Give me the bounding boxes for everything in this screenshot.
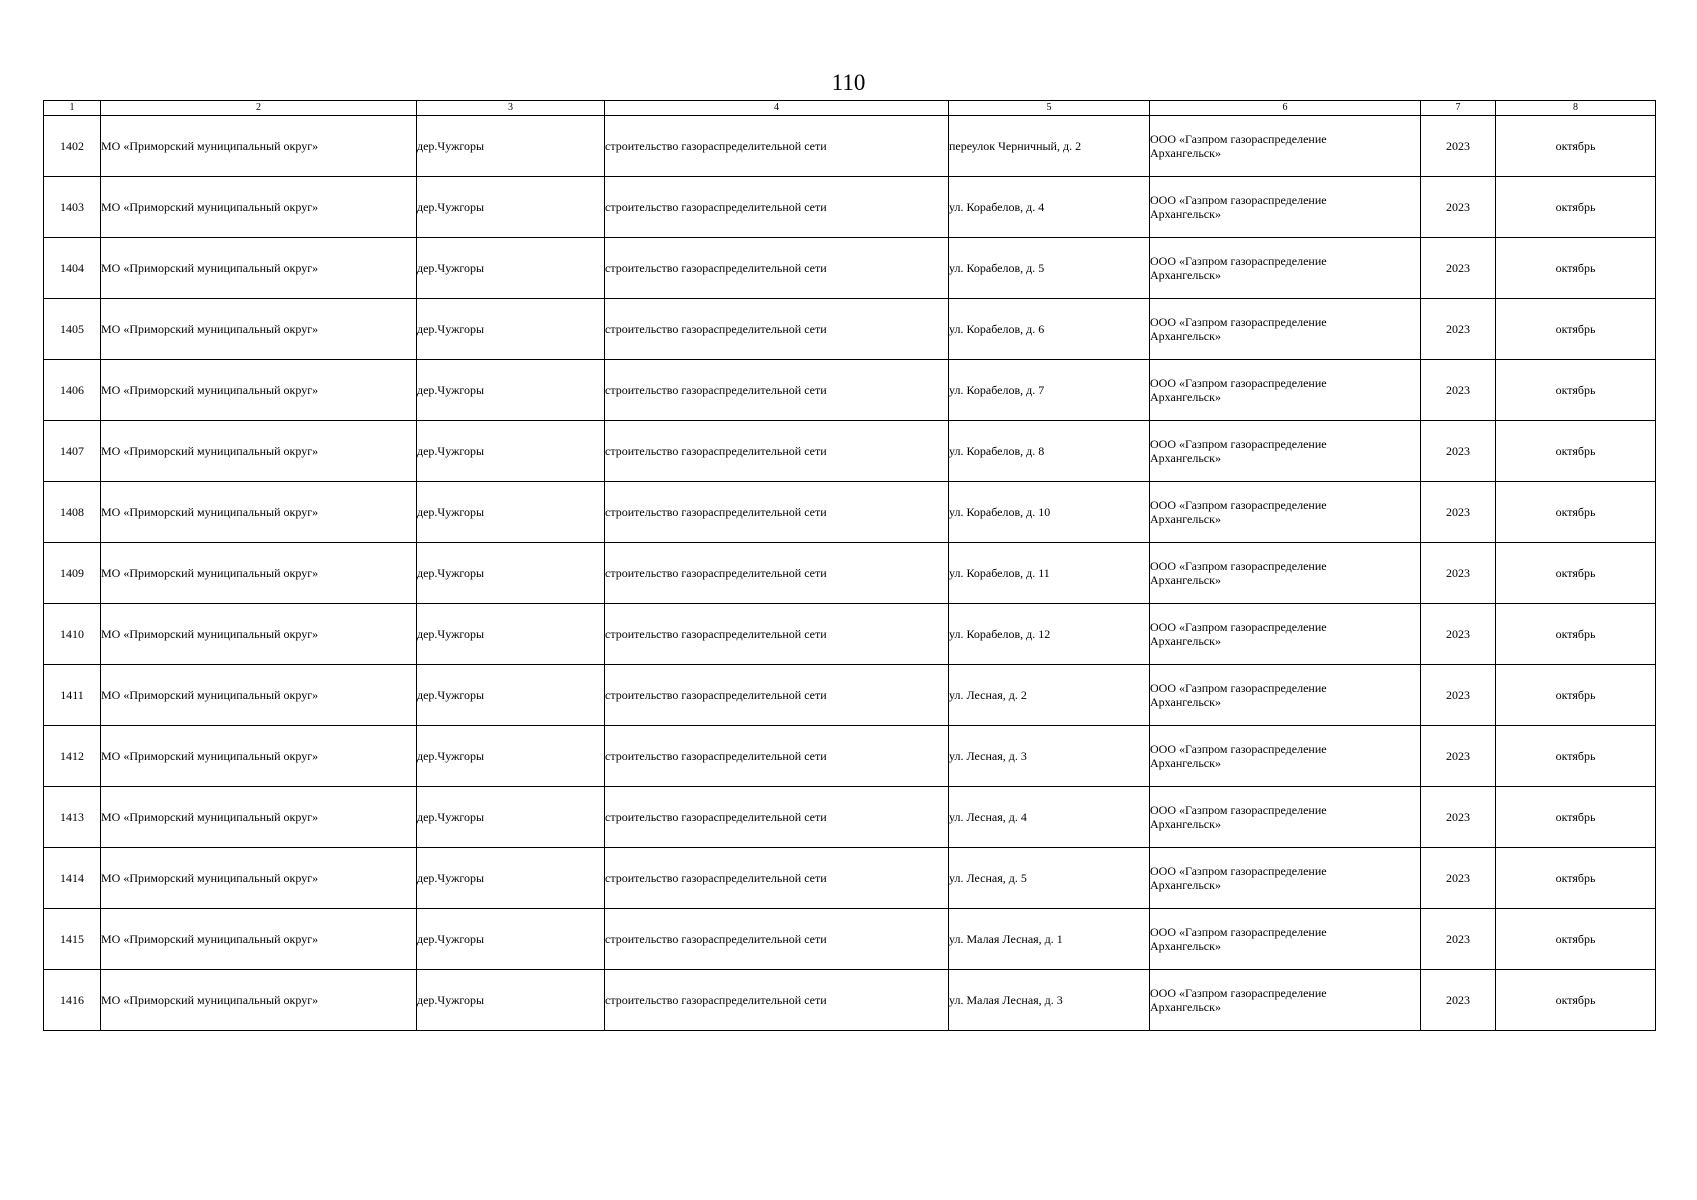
cell-work-type: строительство газораспределительной сети [605,543,949,604]
cell-address: ул. Малая Лесная, д. 1 [949,909,1150,970]
cell-work-type: строительство газораспределительной сети [605,787,949,848]
table-row [44,909,1656,970]
cell-organization [1150,543,1421,604]
cell-year: 2023 [1421,421,1496,482]
organization-line: Архангельск» [1150,1000,1221,1014]
cell-month: октябрь [1496,360,1656,421]
organization-line: ООО «Газпром газораспределение [1150,742,1327,756]
cell-work-type: строительство газораспределительной сети [605,177,949,238]
organization-line: ООО «Газпром газораспределение [1150,315,1327,329]
table-row [44,116,1656,177]
organization-line: Архангельск» [1150,390,1221,404]
cell-organization [1150,604,1421,665]
cell-year: 2023 [1421,970,1496,1031]
cell-organization [1150,665,1421,726]
cell-address: ул. Лесная, д. 4 [949,787,1150,848]
cell-number: 1410 [44,604,101,665]
organization-line: ООО «Газпром газораспределение [1150,559,1327,573]
cell-number: 1414 [44,848,101,909]
organization-line: Архангельск» [1150,512,1221,526]
organization-line: Архангельск» [1150,756,1221,770]
cell-number: 1416 [44,970,101,1031]
cell-work-type: строительство газораспределительной сети [605,238,949,299]
cell-month: октябрь [1496,665,1656,726]
cell-municipality: МО «Приморский муниципальный округ» [101,238,417,299]
table-row [44,177,1656,238]
cell-locality: дер.Чужгоры [417,238,605,299]
cell-organization [1150,787,1421,848]
cell-number: 1406 [44,360,101,421]
table-row [44,848,1656,909]
table-row [44,665,1656,726]
organization-line: Архангельск» [1150,878,1221,892]
organization-line: ООО «Газпром газораспределение [1150,925,1327,939]
cell-address: ул. Малая Лесная, д. 3 [949,970,1150,1031]
cell-address: ул. Корабелов, д. 11 [949,543,1150,604]
cell-locality: дер.Чужгоры [417,360,605,421]
cell-month: октябрь [1496,726,1656,787]
cell-address: ул. Лесная, д. 2 [949,665,1150,726]
cell-locality: дер.Чужгоры [417,421,605,482]
cell-municipality: МО «Приморский муниципальный округ» [101,787,417,848]
cell-organization [1150,909,1421,970]
cell-year: 2023 [1421,726,1496,787]
cell-organization [1150,238,1421,299]
cell-organization [1150,299,1421,360]
cell-locality: дер.Чужгоры [417,116,605,177]
cell-year: 2023 [1421,665,1496,726]
cell-address: переулок Черничный, д. 2 [949,116,1150,177]
organization-line: ООО «Газпром газораспределение [1150,986,1327,1000]
table-row [44,238,1656,299]
cell-work-type: строительство газораспределительной сети [605,970,949,1031]
column-header: 1 [44,101,101,116]
cell-month: октябрь [1496,299,1656,360]
cell-municipality: МО «Приморский муниципальный округ» [101,177,417,238]
cell-year: 2023 [1421,604,1496,665]
cell-address: ул. Корабелов, д. 4 [949,177,1150,238]
cell-year: 2023 [1421,238,1496,299]
table-row [44,299,1656,360]
cell-work-type: строительство газораспределительной сети [605,421,949,482]
cell-year: 2023 [1421,909,1496,970]
cell-address: ул. Корабелов, д. 12 [949,604,1150,665]
cell-work-type: строительство газораспределительной сети [605,604,949,665]
cell-municipality: МО «Приморский муниципальный округ» [101,421,417,482]
cell-municipality: МО «Приморский муниципальный округ» [101,116,417,177]
table-row [44,604,1656,665]
organization-line: Архангельск» [1150,268,1221,282]
table-row [44,360,1656,421]
cell-municipality: МО «Приморский муниципальный округ» [101,726,417,787]
cell-number: 1403 [44,177,101,238]
cell-organization [1150,970,1421,1031]
organization-line: ООО «Газпром газораспределение [1150,864,1327,878]
cell-month: октябрь [1496,543,1656,604]
cell-month: октябрь [1496,848,1656,909]
cell-number: 1405 [44,299,101,360]
cell-number: 1402 [44,116,101,177]
cell-year: 2023 [1421,177,1496,238]
cell-month: октябрь [1496,421,1656,482]
cell-municipality: МО «Приморский муниципальный округ» [101,909,417,970]
cell-organization [1150,726,1421,787]
cell-municipality: МО «Приморский муниципальный округ» [101,665,417,726]
cell-number: 1409 [44,543,101,604]
cell-work-type: строительство газораспределительной сети [605,299,949,360]
cell-municipality: МО «Приморский муниципальный округ» [101,604,417,665]
organization-line: Архангельск» [1150,634,1221,648]
cell-organization [1150,116,1421,177]
cell-month: октябрь [1496,970,1656,1031]
cell-locality: дер.Чужгоры [417,848,605,909]
cell-work-type: строительство газораспределительной сети [605,360,949,421]
cell-address: ул. Корабелов, д. 8 [949,421,1150,482]
cell-year: 2023 [1421,482,1496,543]
page-number: 110 [831,70,866,95]
cell-month: октябрь [1496,604,1656,665]
cell-month: октябрь [1496,909,1656,970]
cell-number: 1412 [44,726,101,787]
cell-year: 2023 [1421,360,1496,421]
organization-line: Архангельск» [1150,207,1221,221]
organization-line: ООО «Газпром газораспределение [1150,620,1327,634]
cell-address: ул. Корабелов, д. 7 [949,360,1150,421]
cell-municipality: МО «Приморский муниципальный округ» [101,299,417,360]
registry-table [43,100,1656,1031]
organization-line: ООО «Газпром газораспределение [1150,803,1327,817]
organization-line: ООО «Газпром газораспределение [1150,254,1327,268]
cell-work-type: строительство газораспределительной сети [605,848,949,909]
cell-municipality: МО «Приморский муниципальный округ» [101,482,417,543]
cell-locality: дер.Чужгоры [417,299,605,360]
table-row [44,482,1656,543]
cell-number: 1407 [44,421,101,482]
organization-line: Архангельск» [1150,573,1221,587]
cell-year: 2023 [1421,848,1496,909]
organization-line: ООО «Газпром газораспределение [1150,376,1327,390]
organization-line: ООО «Газпром газораспределение [1150,681,1327,695]
column-header: 2 [101,101,417,116]
cell-number: 1404 [44,238,101,299]
cell-municipality: МО «Приморский муниципальный округ» [101,970,417,1031]
cell-locality: дер.Чужгоры [417,177,605,238]
cell-year: 2023 [1421,116,1496,177]
cell-municipality: МО «Приморский муниципальный округ» [101,848,417,909]
organization-line: Архангельск» [1150,939,1221,953]
cell-locality: дер.Чужгоры [417,482,605,543]
cell-work-type: строительство газораспределительной сети [605,482,949,543]
organization-line: Архангельск» [1150,817,1221,831]
cell-address: ул. Корабелов, д. 6 [949,299,1150,360]
cell-address: ул. Корабелов, д. 10 [949,482,1150,543]
cell-work-type: строительство газораспределительной сети [605,909,949,970]
cell-work-type: строительство газораспределительной сети [605,665,949,726]
column-header: 3 [417,101,605,116]
column-header: 4 [605,101,949,116]
cell-organization [1150,482,1421,543]
cell-month: октябрь [1496,787,1656,848]
cell-work-type: строительство газораспределительной сети [605,726,949,787]
cell-organization [1150,177,1421,238]
cell-locality: дер.Чужгоры [417,909,605,970]
cell-month: октябрь [1496,116,1656,177]
cell-organization [1150,848,1421,909]
cell-number: 1408 [44,482,101,543]
cell-organization [1150,360,1421,421]
cell-month: октябрь [1496,177,1656,238]
organization-line: Архангельск» [1150,695,1221,709]
cell-address: ул. Корабелов, д. 5 [949,238,1150,299]
column-header: 8 [1496,101,1656,116]
organization-line: ООО «Газпром газораспределение [1150,498,1327,512]
table-row [44,787,1656,848]
cell-organization [1150,421,1421,482]
organization-line: Архангельск» [1150,329,1221,343]
cell-municipality: МО «Приморский муниципальный округ» [101,543,417,604]
cell-number: 1413 [44,787,101,848]
header-row [44,101,1656,116]
organization-line: Архангельск» [1150,451,1221,465]
cell-work-type: строительство газораспределительной сети [605,116,949,177]
column-header: 6 [1150,101,1421,116]
cell-locality: дер.Чужгоры [417,665,605,726]
organization-line: Архангельск» [1150,146,1221,160]
cell-year: 2023 [1421,299,1496,360]
cell-number: 1411 [44,665,101,726]
cell-month: октябрь [1496,238,1656,299]
table-row [44,970,1656,1031]
table-row [44,421,1656,482]
cell-number: 1415 [44,909,101,970]
table-row [44,726,1656,787]
cell-locality: дер.Чужгоры [417,787,605,848]
organization-line: ООО «Газпром газораспределение [1150,437,1327,451]
table-body [44,116,1656,1031]
organization-line: ООО «Газпром газораспределение [1150,132,1327,146]
column-header: 5 [949,101,1150,116]
cell-locality: дер.Чужгоры [417,604,605,665]
cell-month: октябрь [1496,482,1656,543]
cell-address: ул. Лесная, д. 3 [949,726,1150,787]
cell-locality: дер.Чужгоры [417,726,605,787]
cell-locality: дер.Чужгоры [417,970,605,1031]
cell-locality: дер.Чужгоры [417,543,605,604]
table-row [44,543,1656,604]
organization-line: ООО «Газпром газораспределение [1150,193,1327,207]
cell-year: 2023 [1421,787,1496,848]
cell-year: 2023 [1421,543,1496,604]
cell-municipality: МО «Приморский муниципальный округ» [101,360,417,421]
column-header: 7 [1421,101,1496,116]
cell-address: ул. Лесная, д. 5 [949,848,1150,909]
